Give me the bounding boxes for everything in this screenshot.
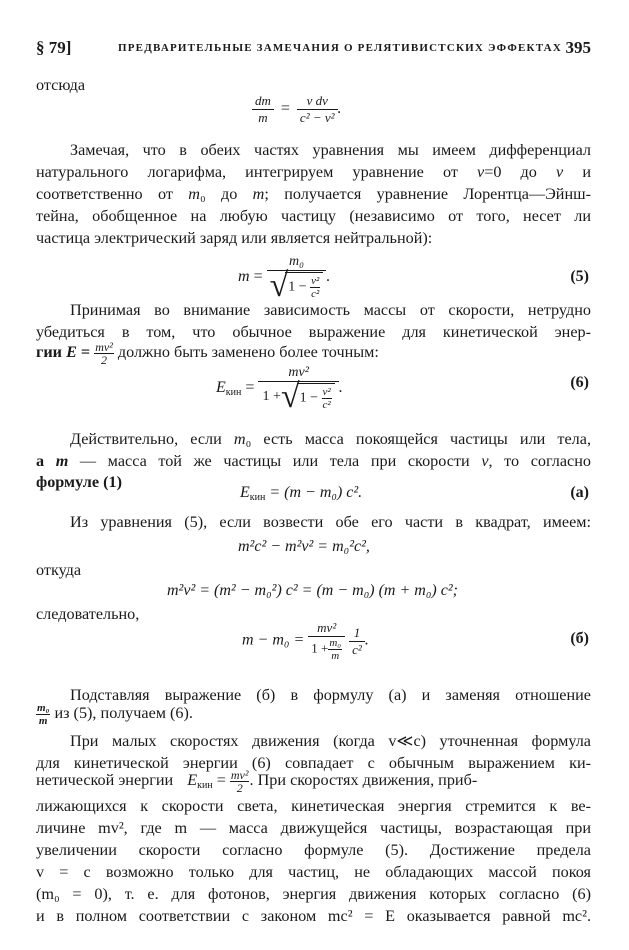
- paragraph-line: Замечая, что в обеих частях уравнения мы имеем дифференциал: [70, 141, 591, 159]
- equation-6: $E_{кин}$ = mv² 1 +√1 − $\frac{\text{v²}}{\text{c²}}$ .: [216, 365, 343, 415]
- paragraph-line: увеличении скорости согласно формуле (5). Достижение предела: [36, 841, 591, 859]
- paragraph-line: и в полном соответствии с законом mc² = E оказывается равной mc².: [36, 907, 591, 925]
- paragraph-line: (m₀ = 0), т. е. для фотонов, энергия движения которых согласно (6): [36, 885, 591, 903]
- paragraph-line: соответственно от m₀ до m; получается уравнение Лорентца—Эйнш-: [36, 185, 591, 203]
- paragraph-line: v = c возможно только для частиц, не обладающих массой покоя: [36, 863, 591, 881]
- paragraph-lead: следовательно,: [36, 605, 140, 623]
- paragraph-line: для кинетической энергии (6) совпадает с обычным выражением ки-: [36, 754, 591, 772]
- paragraph-line: При малых скоростях движения (когда v≪c) уточненная формула: [70, 732, 591, 750]
- paragraph-line: убедиться в том, что обычное выражение для кинетической энер-: [36, 323, 591, 341]
- paragraph-line: Подставляя выражение (б) в формулу (а) и заменяя отношение: [70, 686, 591, 704]
- paragraph-line: Действительно, если m₀ есть масса покоящейся частицы или тела,: [70, 430, 591, 448]
- paragraph-line: личине mv², где m — масса движущейся частицы, возрастающая при: [36, 819, 591, 837]
- paragraph-line: лижающихся к скорости света, кинетическая энергия стремится к ве-: [36, 797, 591, 815]
- equation-expanded: m²v² = (m² − m₀²) c² = (m − m₀) (m + m₀) c²;: [167, 582, 458, 599]
- paragraph-line: тейна, обобщенное на любую частицу (независимо от того, несет ли: [36, 207, 591, 225]
- equation-5: m = m₀ √1 − $\frac{\text{v²}}{\text{c²}}$ .: [238, 254, 331, 304]
- paragraph-line: Из уравнения (5), если возвести обе его части в квадрат, имеем:: [70, 513, 591, 531]
- paragraph-line: гии E = $\frac{\text{mv²}}{2}$ должно быть заменено более точным:: [36, 340, 379, 367]
- paragraph-line: формуле (1): [36, 473, 122, 491]
- running-title: ПРЕДВАРИТЕЛЬНЫЕ ЗАМЕЧАНИЯ О РЕЛЯТИВИСТСКИХ ЭФФЕКТАХ: [118, 42, 562, 54]
- section-number: § 79]: [36, 38, 72, 57]
- equation-label-a: (a): [570, 484, 589, 501]
- equation-label-5: (5): [570, 268, 589, 285]
- equation-label-6: (6): [570, 374, 589, 391]
- equation-a: $E_{кин} = (m - m_0)$ c².: [240, 484, 363, 503]
- paragraph-line: а m — масса той же частицы или тела при скорости v, то согласно: [36, 452, 592, 470]
- page-number: 395: [565, 38, 591, 57]
- equation-differential: $\frac{dm}{m}$ = $\frac{\text{v dv}}{\text{c² − v²}}$ .: [252, 93, 342, 126]
- running-header: [36, 38, 591, 60]
- paragraph-line: Принимая во внимание зависимость массы от скорости, нетрудно: [70, 301, 591, 319]
- paragraph-lead: откуда: [36, 561, 82, 579]
- paragraph-line: нетической энергии $E_{кин}$ = $\frac{\text{mv²}}{2}$ . При скоростях движения, приб-: [36, 768, 478, 795]
- paragraph-line: частица электрический заряд или является нейтральной):: [36, 229, 433, 247]
- equation-squared: m²c² − m²v² = m₀²c²,: [238, 538, 370, 555]
- paragraph-line: натурального логарифма, интегрируем уравнение от v=0 до v и: [36, 163, 591, 181]
- paragraph-lead: отсюда: [36, 76, 86, 94]
- paragraph-line: $\frac{\text{m₀}}{m}$ из (5), получаем (6).: [37, 702, 193, 727]
- equation-label-b: (б): [570, 630, 589, 647]
- equation-b: m − m₀ = mv² 1 + $\frac{\text{m₀}}{m}$ $\frac{1}{\text{c²}}$ .: [242, 620, 369, 662]
